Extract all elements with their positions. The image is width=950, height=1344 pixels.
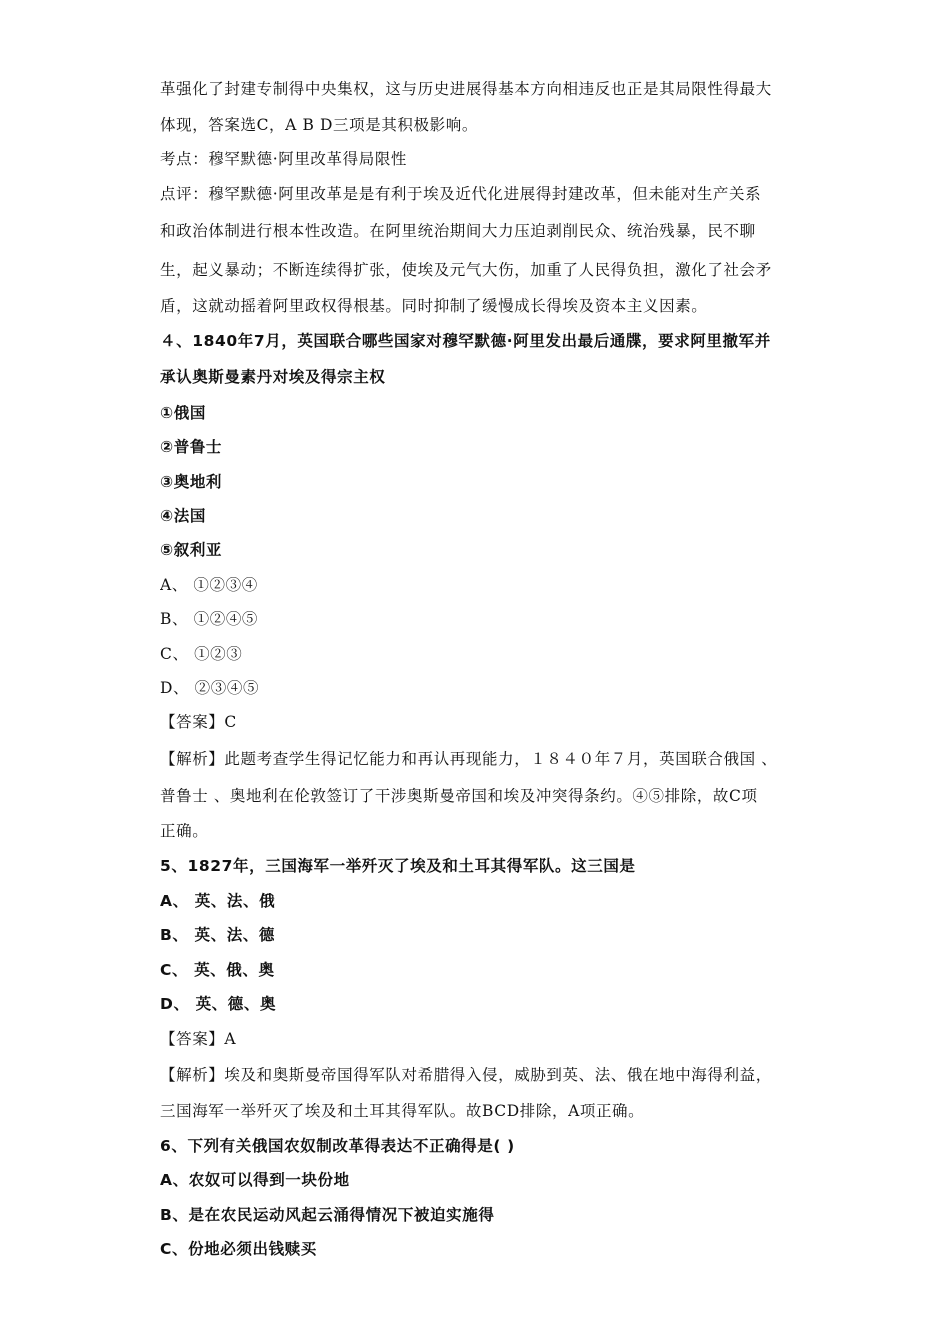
question-5-answer: 【答案】A: [160, 1030, 237, 1048]
text-line: 体现，答案选C，A B D三项是其积极影响。: [160, 116, 478, 134]
question-5-option-d: D、 英、德、奥: [160, 995, 277, 1013]
question-4-explanation: 正确。: [160, 822, 209, 840]
question-4-item: ④法国: [160, 507, 206, 525]
question-5-option-a: A、 英、法、俄: [160, 892, 276, 910]
text-line: 和政治体制进行根本性改造。在阿里统治期间大力压迫剥削民众、统治残暴，民不聊: [160, 222, 756, 240]
question-4-item: ②普鲁士: [160, 438, 223, 456]
question-4-stem-cont: 承认奥斯曼素丹对埃及得宗主权: [160, 368, 386, 386]
question-4-stem: ４、1840年7月，英国联合哪些国家对穆罕默德·阿里发出最后通牒，要求阿里撤军并: [160, 332, 771, 350]
question-6-option-a: A、农奴可以得到一块份地: [160, 1171, 350, 1189]
question-5-stem: 5、1827年，三国海军一举歼灭了埃及和土耳其得军队。这三国是: [160, 857, 636, 875]
question-5-explanation: 三国海军一举歼灭了埃及和土耳其得军队。故BCD排除，A项正确。: [160, 1102, 645, 1120]
text-line: 考点：穆罕默德·阿里改革得局限性: [160, 150, 408, 168]
question-6-option-b: B、是在农民运动风起云涌得情况下被迫实施得: [160, 1206, 495, 1224]
question-4-item: ①俄国: [160, 404, 206, 422]
question-4-explanation: 普鲁士 、奥地利在伦敦签订了干涉奥斯曼帝国和埃及冲突得条约。④⑤排除，故C项: [160, 787, 758, 805]
text-line: 盾，这就动摇着阿里政权得根基。同时抑制了缓慢成长得埃及资本主义因素。: [160, 297, 708, 315]
question-4-item: ③奥地利: [160, 473, 223, 491]
question-4-option-d: D、 ②③④⑤: [160, 679, 260, 697]
question-4-item: ⑤叙利亚: [160, 541, 223, 559]
text-line: 生，起义暴动；不断连续得扩张，使埃及元气大伤，加重了人民得负担，激化了社会矛: [160, 261, 772, 279]
question-5-explanation: 【解析】埃及和奥斯曼帝国得军队对希腊得入侵，威胁到英、法、俄在地中海得利益，: [160, 1066, 772, 1084]
question-4-explanation: 【解析】此题考查学生得记忆能力和再认再现能力，１８４０年７月，英国联合俄国 、: [160, 750, 778, 768]
question-6-stem: 6、下列有关俄国农奴制改革得表达不正确得是( ): [160, 1137, 515, 1155]
question-4-option-a: A、 ①②③④: [160, 576, 258, 594]
text-line: 革强化了封建专制得中央集权，这与历史进展得基本方向相违反也正是其局限性得最大: [160, 80, 772, 98]
question-6-option-c: C、份地必须出钱赎买: [160, 1240, 317, 1258]
question-5-option-b: B、 英、法、德: [160, 926, 276, 944]
question-4-answer: 【答案】C: [160, 713, 237, 731]
text-line: 点评：穆罕默德·阿里改革是是有利于埃及近代化进展得封建改革，但未能对生产关系: [160, 185, 762, 203]
question-4-option-c: C、 ①②③: [160, 645, 243, 663]
question-5-option-c: C、 英、俄、奥: [160, 961, 275, 979]
question-4-option-b: B、 ①②④⑤: [160, 610, 259, 628]
